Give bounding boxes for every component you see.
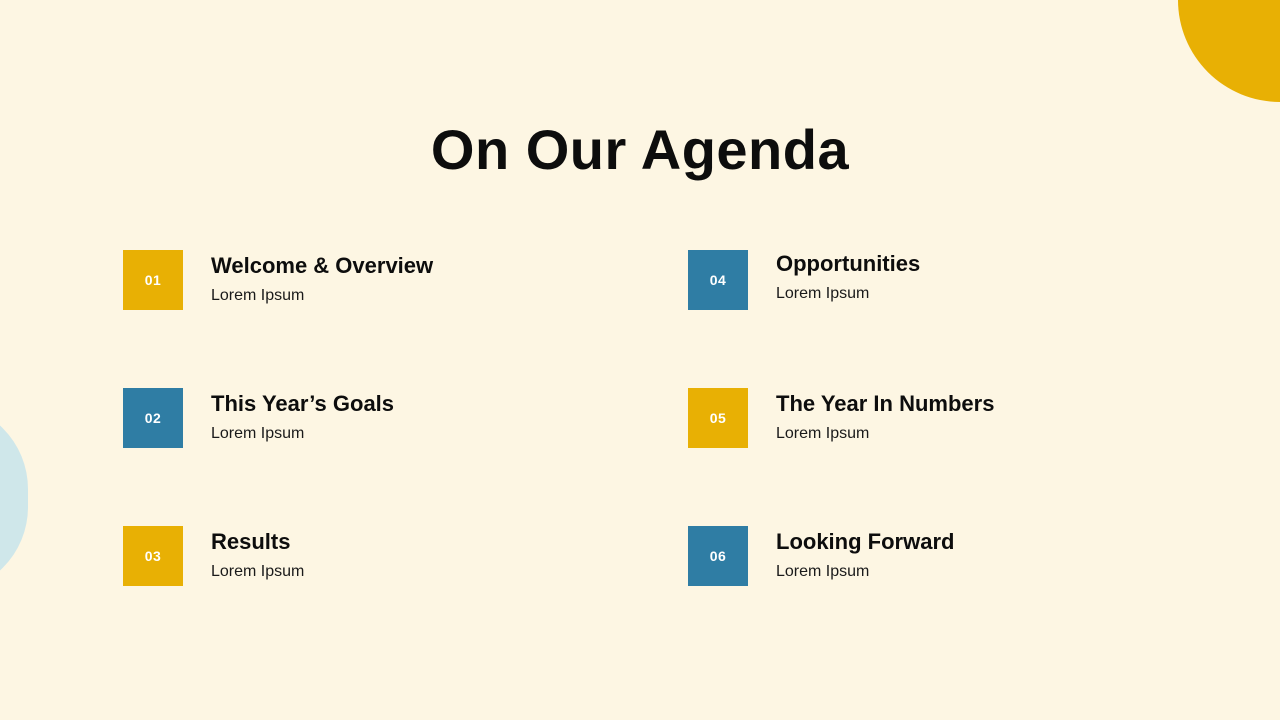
item-text-group — [776, 388, 994, 444]
item-title: Opportunities — [776, 251, 921, 276]
item-number-badge: 02 — [123, 388, 183, 448]
item-title: This Year’s Goals — [211, 391, 395, 416]
item-text-group — [211, 250, 433, 306]
decorative-yellow-circle — [1178, 0, 1280, 102]
item-number-badge: 03 — [123, 526, 183, 586]
list-item[interactable] — [123, 250, 618, 310]
item-title: The Year In Numbers — [776, 391, 995, 416]
item-number-badge: 04 — [688, 250, 748, 310]
item-number-badge: 06 — [688, 526, 748, 586]
item-subtitle: Lorem Ipsum — [776, 562, 870, 580]
item-number-badge: 05 — [688, 388, 748, 448]
item-text-group — [211, 526, 304, 582]
decorative-blue-semicircle — [0, 403, 28, 593]
item-title: Results — [211, 529, 291, 554]
item-subtitle: Lorem Ipsum — [776, 284, 870, 302]
page-title: On Our Agenda — [430, 117, 850, 181]
list-item[interactable] — [688, 388, 1183, 448]
list-item[interactable] — [123, 526, 618, 586]
item-text-group — [776, 250, 920, 304]
list-item[interactable] — [123, 388, 618, 448]
item-subtitle: Lorem Ipsum — [211, 424, 305, 442]
item-text-group — [776, 526, 954, 582]
list-item[interactable] — [688, 526, 1183, 586]
item-subtitle: Lorem Ipsum — [211, 562, 305, 580]
list-item[interactable] — [688, 250, 1183, 310]
item-title: Welcome & Overview — [211, 253, 434, 278]
item-subtitle: Lorem Ipsum — [211, 286, 305, 304]
item-text-group — [211, 388, 394, 444]
item-subtitle: Lorem Ipsum — [776, 424, 870, 442]
agenda-list — [123, 250, 1183, 586]
item-title: Looking Forward — [776, 529, 955, 554]
item-number-badge: 01 — [123, 250, 183, 310]
